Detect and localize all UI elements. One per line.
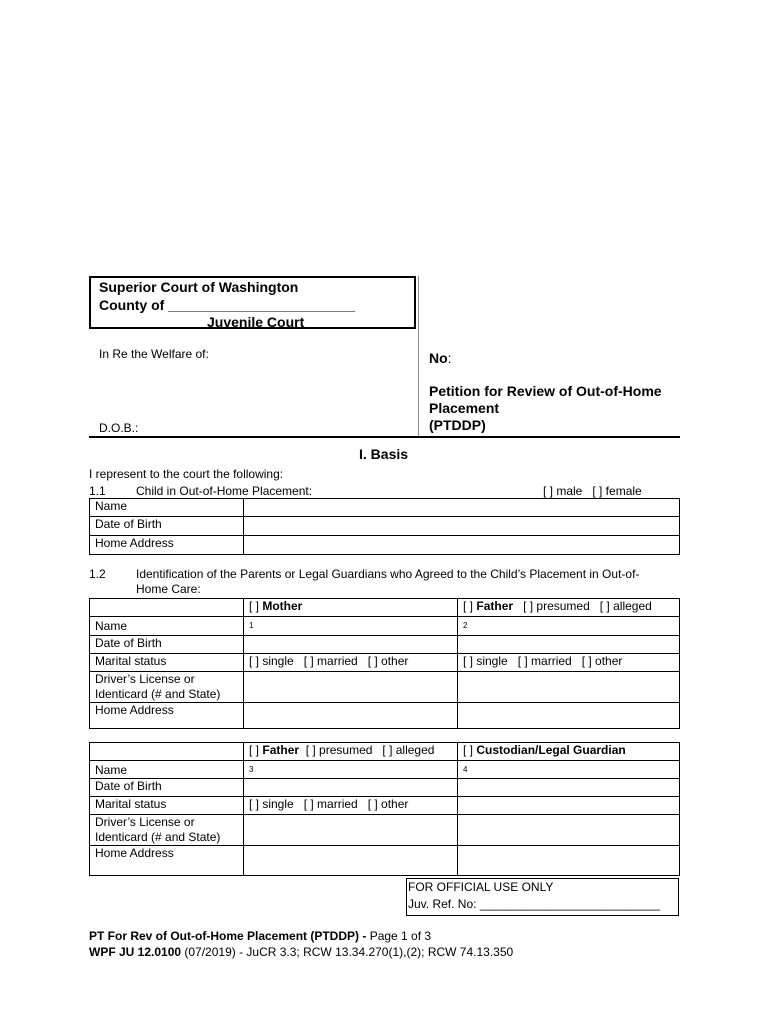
- item-1-2-number: 1.2: [89, 567, 106, 581]
- in-re-label: In Re the Welfare of:: [99, 347, 209, 361]
- father2-dob-field[interactable]: [244, 779, 458, 797]
- child-address-label: Home Address: [90, 536, 244, 555]
- custodian-dob-field[interactable]: [458, 779, 680, 797]
- dob-label: D.O.B.:: [99, 421, 139, 435]
- parent2-license-label: Driver’s License or Identicard (# and State): [90, 815, 244, 846]
- caption-divider: [418, 276, 419, 436]
- father-license-field[interactable]: [458, 672, 680, 703]
- form-title-line1: Petition for Review of Out-of-Home: [429, 383, 662, 399]
- form-title-line2: Placement: [429, 400, 500, 416]
- custodian-header[interactable]: [ ] Custodian/Legal Guardian: [458, 743, 680, 761]
- case-number-label: No:: [429, 350, 452, 366]
- item-1-1-number: 1.1: [89, 484, 106, 498]
- item-1-2-text-line2: Home Care:: [136, 582, 201, 596]
- form-title-line3: (PTDDP): [429, 417, 486, 433]
- footer-line1: PT For Rev of Out-of-Home Placement (PTDDP) - Page 1 of 3: [89, 929, 432, 943]
- child-dob-field[interactable]: [244, 517, 680, 536]
- parent-name-label: Name: [90, 617, 244, 636]
- father-header[interactable]: [ ] Father [ ] presumed [ ] alleged: [458, 599, 680, 617]
- official-use-label: FOR OFFICIAL USE ONLY: [408, 880, 554, 894]
- parent2-name-label: Name: [90, 761, 244, 779]
- mother-name-field[interactable]: 1: [244, 617, 458, 636]
- court-name: Superior Court of Washington: [99, 279, 299, 295]
- child-table: [89, 498, 680, 555]
- mother-header[interactable]: [ ] Mother: [244, 599, 458, 617]
- parents-table-2: [89, 742, 680, 876]
- custodian-marital-field[interactable]: [458, 797, 680, 815]
- father2-marital-options[interactable]: [ ] single [ ] married [ ] other: [244, 797, 458, 815]
- father-marital-options[interactable]: [ ] single [ ] married [ ] other: [458, 654, 680, 672]
- parents-table-1: [89, 598, 680, 729]
- parent2-address-label: Home Address: [90, 846, 244, 876]
- gender-checkboxes[interactable]: [ ] male [ ] female: [543, 484, 642, 498]
- father2-address-field[interactable]: [244, 846, 458, 876]
- parent-address-label: Home Address: [90, 703, 244, 729]
- mother-marital-options[interactable]: [ ] single [ ] married [ ] other: [244, 654, 458, 672]
- father2-name-field[interactable]: 3: [244, 761, 458, 779]
- father2-license-field[interactable]: [244, 815, 458, 846]
- father-2-header[interactable]: [ ] Father [ ] presumed [ ] alleged: [244, 743, 458, 761]
- official-use-box: [406, 878, 679, 916]
- child-name-field[interactable]: [244, 499, 680, 517]
- child-address-field[interactable]: [244, 536, 680, 555]
- father-dob-field[interactable]: [458, 636, 680, 654]
- section-heading: I. Basis: [359, 446, 409, 462]
- parent-marital-label: Marital status: [90, 654, 244, 672]
- custodian-name-field[interactable]: 4: [458, 761, 680, 779]
- footer-line2: WPF JU 12.0100 (07/2019) - JuCR 3.3; RCW 13.34.270(1),(2); RCW 74.13.350: [89, 945, 514, 959]
- county-line: County of ________________________: [99, 297, 356, 313]
- mother-dob-field[interactable]: [244, 636, 458, 654]
- father-name-field[interactable]: 2: [458, 617, 680, 636]
- parent2-dob-label: Date of Birth: [90, 779, 244, 797]
- header-blank-2: [90, 743, 244, 761]
- court-type: Juvenile Court: [207, 314, 305, 330]
- caption-bottom-rule: [89, 436, 680, 438]
- juv-ref-number: Juv. Ref. No: ___________________________: [408, 897, 660, 911]
- mother-license-field[interactable]: [244, 672, 458, 703]
- child-name-label: Name: [90, 499, 244, 517]
- item-1-1-text: Child in Out-of-Home Placement:: [136, 484, 313, 498]
- mother-address-field[interactable]: [244, 703, 458, 729]
- item-1-2-text-line1: Identification of the Parents or Legal Guardians who Agreed to the Child’s Placement in Out-of-: [136, 567, 640, 581]
- parent2-marital-label: Marital status: [90, 797, 244, 815]
- intro-text: I represent to the court the following:: [89, 467, 284, 481]
- parent-dob-label: Date of Birth: [90, 636, 244, 654]
- custodian-address-field[interactable]: [458, 846, 680, 876]
- custodian-license-field[interactable]: [458, 815, 680, 846]
- father-address-field[interactable]: [458, 703, 680, 729]
- child-dob-label: Date of Birth: [90, 517, 244, 536]
- header-blank: [90, 599, 244, 617]
- parent-license-label: Driver’s License or Identicard (# and State): [90, 672, 244, 703]
